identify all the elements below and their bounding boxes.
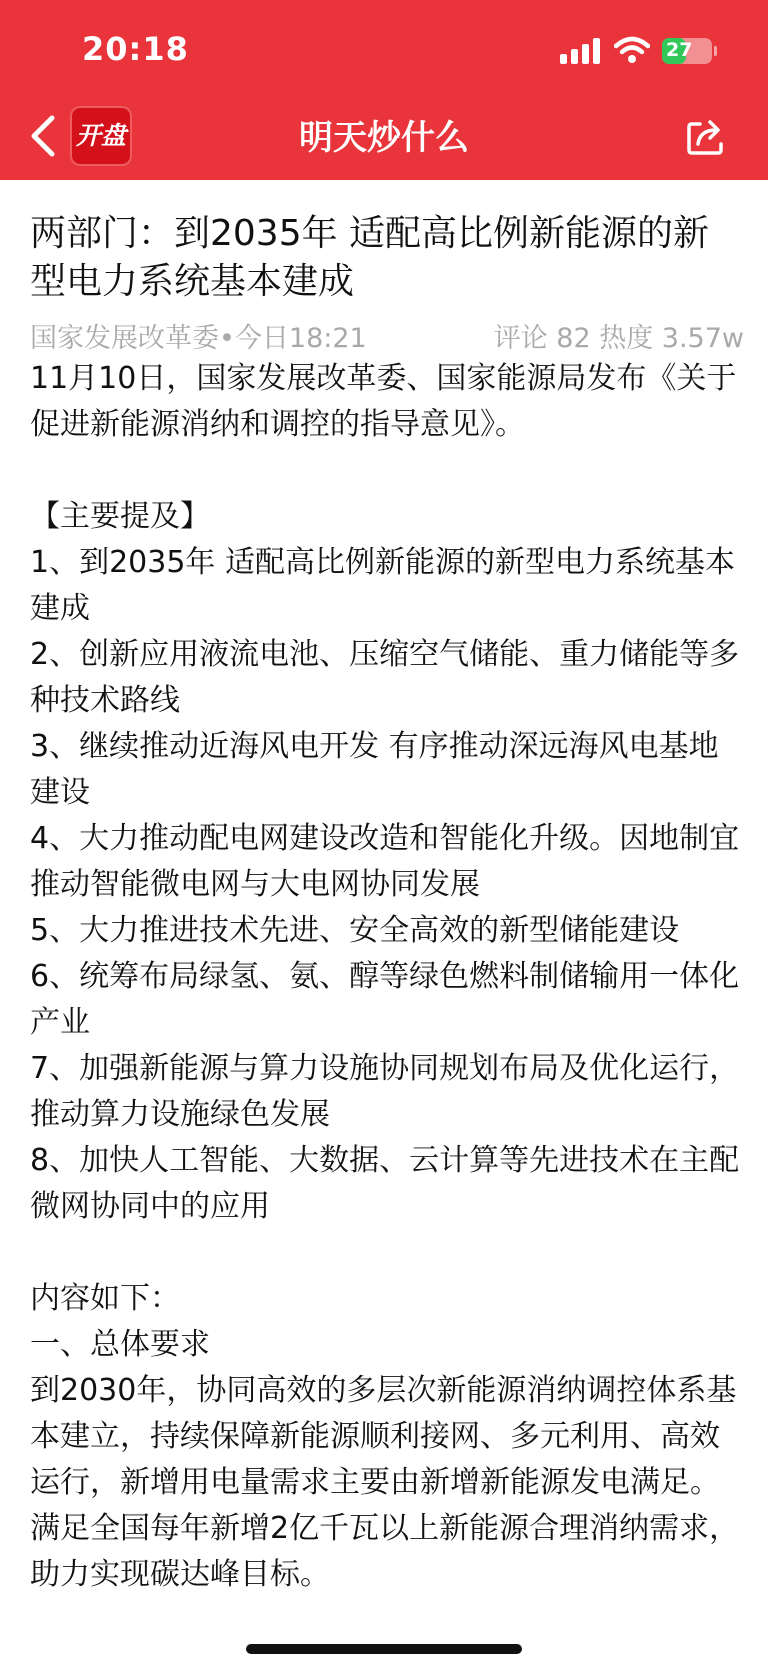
article-paragraph: 7、加强新能源与算力设施协同规划布局及优化运行，推动算力设施绿色发展 — [30, 1051, 740, 1132]
article-paragraph: 2、创新应用液流电池、压缩空气储能、重力储能等多种技术路线 — [30, 637, 740, 718]
article-paragraph: 一、总体要求 — [30, 1327, 210, 1362]
article-meta — [30, 316, 744, 356]
article-paragraph: 11月10日，国家发展改革委、国家能源局发布《关于促进新能源消纳和调控的指导意见》。 — [30, 361, 737, 442]
app-logo[interactable]: 开盘 — [72, 108, 130, 164]
article-paragraph: 5、大力推进技术先进、安全高效的新型储能建设 — [30, 913, 680, 948]
article-paragraph — [30, 1230, 744, 1276]
article-paragraph: 6、统筹布局绿氢、氨、醇等绿色燃料制储输用一体化产业 — [30, 959, 740, 1040]
battery-icon — [662, 38, 712, 64]
article — [30, 180, 744, 1598]
article-source: 国家发展改革委•今日18:21 — [30, 323, 367, 354]
page-title: 明天炒什么 — [299, 118, 469, 158]
wifi-icon — [614, 36, 650, 64]
article-paragraph: 4、大力推动配电网建设改造和智能化升级。因地制宜推动智能微电网与大电网协同发展 — [30, 821, 740, 902]
battery-tip — [714, 46, 717, 56]
article-paragraph: 1、到2035年 适配高比例新能源的新型电力系统基本建成 — [30, 545, 735, 626]
article-paragraph: 内容如下： — [30, 1281, 180, 1316]
share-icon[interactable] — [686, 116, 726, 156]
article-paragraph: 8、加快人工智能、大数据、云计算等先进技术在主配微网协同中的应用 — [30, 1143, 740, 1224]
article-paragraph — [30, 448, 744, 494]
article-paragraph: 到2030年，协同高效的多层次新能源消纳调控体系基本建立，持续保障新能源顺利接网、多元利用、高效运行，新增用电量需求主要由新增新能源发电满足。满足全国每年新增2亿千瓦以上新能源合理消纳需求，助力实现碳达峰目标。 — [30, 1373, 740, 1592]
article-paragraph: 3、继续推动近海风电开发 有序推动深远海风电基地建设 — [30, 729, 719, 810]
article-body — [30, 356, 744, 1598]
signal-icon — [560, 38, 602, 64]
home-indicator[interactable] — [246, 1644, 522, 1654]
article-title: 两部门：到2035年 适配高比例新能源的新型电力系统基本建成 — [30, 213, 710, 302]
status-time: 20:18 — [82, 30, 189, 68]
battery-level: 27 — [666, 39, 693, 61]
article-paragraph: 【主要提及】 — [30, 499, 210, 534]
app-header — [0, 0, 768, 180]
article-stats: 评论 82 热度 3.57w — [493, 323, 744, 354]
